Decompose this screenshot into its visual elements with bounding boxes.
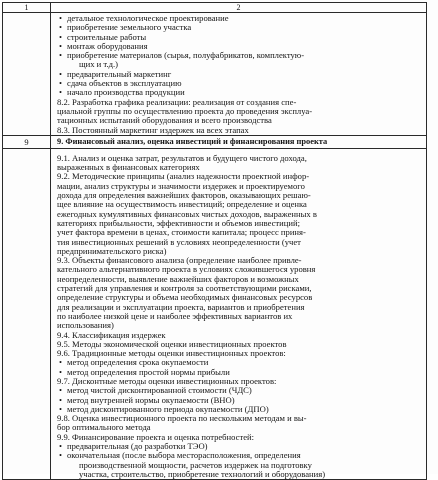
text-line: 9.4. Классификация издержек: [57, 329, 166, 340]
text-line: кательного альтернативного проекта в условиях сложившегося уровня: [57, 264, 316, 275]
bullet-item: • метод чистой дисконтированной стоимости (ЧДС): [57, 386, 422, 395]
row-9-content: [51, 148, 427, 479]
text-line: 8.2. Разработка графика реализации: реализация от создания спе-: [57, 96, 297, 107]
bullet-item: • приобретение материалов (сырья, полуфабрикатов, комплектую-: [57, 51, 422, 60]
table-row-9: [3, 135, 427, 148]
text-line: тационных испытаний оборудования и всего производства: [57, 115, 272, 126]
text-line: дохода для определения важнейших факторов, оказывающих решаю-: [57, 190, 311, 201]
text-line: 9.3. Объекты финансового анализа (определение наиболее привле-: [57, 255, 302, 266]
bullet-item: • метод внутренней нормы окупаемости (ВНО): [57, 396, 422, 405]
text-line: 9.2. Методические принципы (анализ надежности проектной инфор-: [57, 171, 310, 182]
text-line: циальной группы по осуществлению проекта до проведения эксплуа-: [57, 105, 313, 116]
text-line: по наиболее низкой цене и наиболее эффективных вариантов их: [57, 310, 293, 321]
text-line: мации, анализ структуры и значимости издержек и проектируемого: [57, 180, 305, 191]
bullet-item: • детальное технологическое проектирование: [57, 14, 422, 23]
bullet-item: • метод дисконтированного периода окупаемости (ДПО): [57, 405, 422, 414]
bullet-item: • метод определения срока окупаемости: [57, 358, 422, 367]
text-line: использования): [57, 320, 114, 331]
row-number-cell: [3, 13, 51, 136]
text-line: 9.9. Финансирование проекта и оценка потребностей:: [57, 431, 255, 442]
text-line: стратегий для управления и контроля за соответствующими рисками,: [57, 283, 312, 294]
bullet-item: • монтаж оборудования: [57, 42, 422, 51]
column-header-content: 2: [51, 3, 427, 13]
bullet-item: • начало производства продукции: [57, 88, 422, 97]
text-line: бор оптимального метода: [57, 422, 151, 433]
bullet-item: • сдача объектов в эксплуатацию: [57, 79, 422, 88]
text-line: определение структуры и объема необходимых финансовых ресурсов: [57, 292, 313, 303]
text-line: щих и т.д.): [79, 59, 119, 70]
text-line: производственной мощности, расчетов издержек на подготовку: [79, 459, 312, 470]
row-number-cell: [3, 148, 51, 479]
text-line: 9.1. Анализ и оценка затрат, результатов и будущего чистого дохода,: [57, 152, 307, 163]
text-line: учет фактора времени в ценах, стоимости капитала; процесс приня-: [57, 227, 306, 238]
bullet-item: • предварительная (до разработки ТЭО): [57, 442, 422, 451]
text-line: 9.6. Традиционные методы оценки инвестиционных проектов:: [57, 348, 286, 359]
content-table: [2, 2, 427, 480]
row-9-title: 9. Финансовый анализ, оценка инвестиций и финансирования проекта: [57, 136, 328, 146]
bullet-item: • предварительный маркетинг: [57, 70, 422, 79]
text-line: ежегодных кумулятивных финансовых чистых доходов, выраженных в: [57, 208, 317, 219]
text-line: 9.5. Методы экономической оценки инвестиционных проектов: [57, 338, 287, 349]
text-line: выраженных в финансовых категориях: [57, 162, 200, 173]
bullet-item: • метод определения простой нормы прибыли: [57, 368, 422, 377]
row-8-content: [51, 13, 427, 136]
text-line: предпринимательского риска): [57, 245, 167, 256]
row-8-lines: [57, 14, 422, 135]
column-header-number: 1: [3, 3, 51, 13]
bullet-item: • строительные работы: [57, 33, 422, 42]
text-line: категориях прибыльности, эффективности и объемов инвестиций;: [57, 217, 300, 228]
text-line: тия инвестиционных решений в условиях неопределенности (учет: [57, 236, 301, 247]
row-9-lines: [57, 154, 422, 479]
text-line: 8.3. Постоянный маркетинг издержек на всех этапах: [57, 124, 249, 135]
bullet-item: • приобретение земельного участка: [57, 23, 422, 32]
table-header-row: [3, 3, 427, 13]
text-line: участка, строительство, приобретение технологий и оборудования): [79, 468, 326, 479]
row-9-title-cell: [51, 135, 427, 148]
text-line: 9.8. Оценка инвестиционного проекта по нескольким методам и вы-: [57, 413, 307, 424]
table-row-9-body: [3, 148, 427, 479]
row-9-number: 9: [3, 135, 51, 148]
text-line: неопределенности, выявление важнейших факторов и возможных: [57, 273, 299, 284]
bullet-item: • окончательная (после выбора месторасположения, определения: [57, 451, 422, 460]
text-line: для реализации и эксплуатации проекта, вариантов и приобретения: [57, 301, 305, 312]
text-line: 9.7. Дисконтные методы оценки инвестиционных проектов:: [57, 375, 277, 386]
table-row-8-continuation: [3, 13, 427, 136]
text-line: щее влияние на осуществимость инвестиций; определение и оценка: [57, 199, 307, 210]
